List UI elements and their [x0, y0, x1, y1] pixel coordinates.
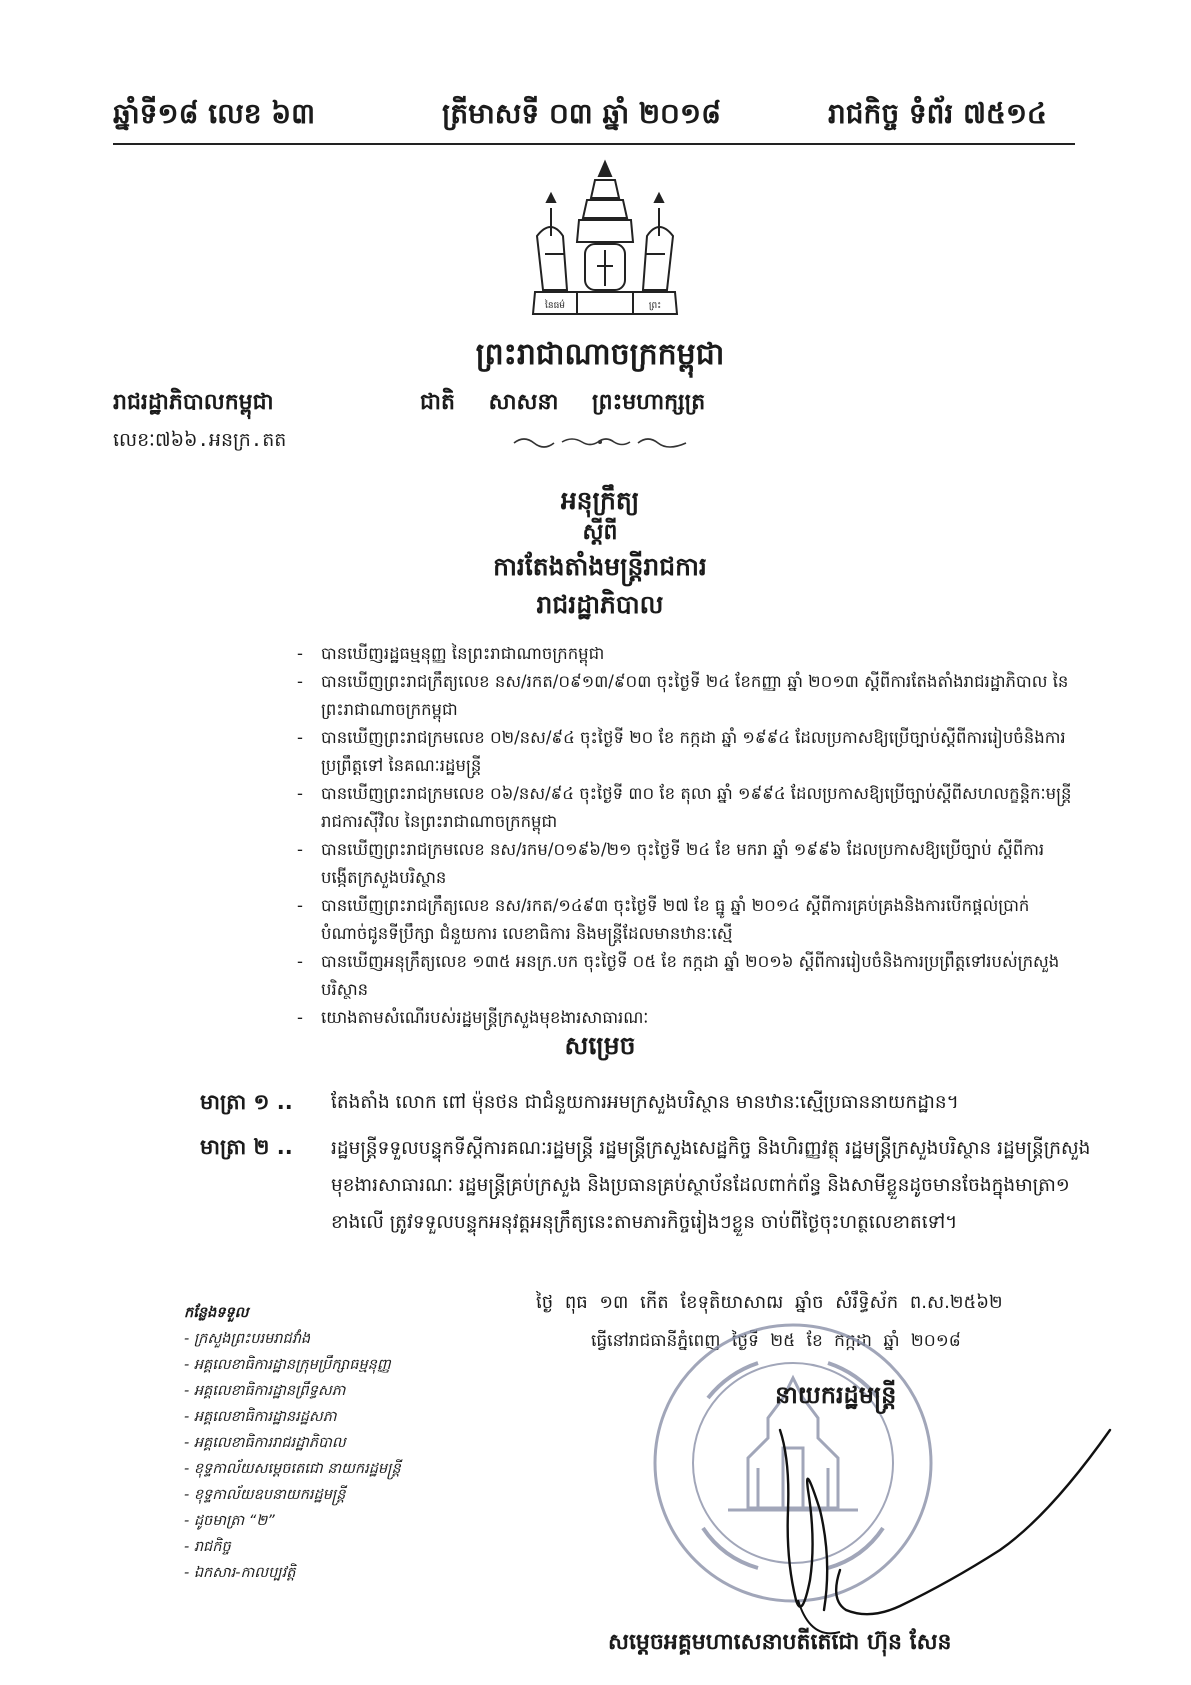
- decree-title-on: ស្តីពី: [582, 520, 618, 545]
- signature-icon: [750, 1370, 1130, 1670]
- preamble-item: - យោងតាមសំណើរបស់រដ្ឋមន្ត្រីក្រសួងមុខងារសាធារណៈ: [295, 1004, 1075, 1032]
- header-divider: [113, 143, 1075, 145]
- recipient-item: - ខុទ្ទកាល័យឧបនាយករដ្ឋមន្ត្រី: [184, 1487, 346, 1503]
- preamble-item: - បានឃើញព្រះរាជក្រមលេខ នស/រកម/០១៩៦/២១ ចុះថ្ងៃទី ២៤ ខែ មករា ឆ្នាំ ១៩៩៦ ដែលប្រកាសឱ្យប្រើច្បាប់ ស្តីពីការបង្កើតក្រសួងបរិស្ថាន: [295, 836, 1075, 892]
- gazette-year-number: ឆ្នាំទី១៨ លេខ ៦៣: [113, 97, 316, 130]
- preamble-list: [295, 640, 1075, 1032]
- decides-heading: សម្រេច: [564, 1031, 636, 1060]
- ornamental-divider-icon: [510, 433, 690, 451]
- preamble-item: - បានឃើញព្រះរាជក្រឹត្យលេខ នស/រកត/០៩១៣/៩០៣ ចុះថ្ងៃទី ២៤ ខែកញ្ញា ឆ្នាំ ២០១៣ ស្តីពីការតែងតាំងរាជរដ្ឋាភិបាល នៃព្រះរាជាណាចក្រកម្ពុជា: [295, 668, 1075, 724]
- emblem-ribbon-right: ព្រះ: [648, 301, 662, 311]
- recipient-item: - អគ្គលេខាធិការដ្ឋានរដ្ឋសភា: [184, 1409, 337, 1425]
- government-name: រាជរដ្ឋាភិបាលកម្ពុជា: [113, 390, 274, 415]
- article-2-text: រដ្ឋមន្ត្រីទទួលបន្ទុកទីស្តីការគណៈរដ្ឋមន្ត្រី រដ្ឋមន្ត្រីក្រសួងសេដ្ឋកិច្ច និងហិរញ្ញវត្ថុ រដ្ឋមន្ត្រីក្រសួងបរិស្ថាន រដ្ឋមន្ត្រីក្រសួងមុខងារសាធារណៈ រដ្ឋមន្ត្រីគ្រប់ក្រសួង និងប្រធានគ្រប់ស្ថាប័នដែលពាក់ព័ន្ធ និងសាមីខ្លួនដូចមានចែងក្នុងមាត្រា១ ខាងលើ ត្រូវទទួលបន្ទុកអនុវត្តអនុក្រឹត្យនេះតាមភារកិច្ចរៀងៗខ្លួន ចាប់ពីថ្ងៃចុះហត្ថលេខាតទៅ។: [331, 1138, 1091, 1233]
- article-1-text: តែងតាំង លោក ពៅ ម៉ុនថន ជាជំនួយការអមក្រសួងបរិស្ថាន មានឋានៈស្មើប្រធាននាយកដ្ឋាន។: [331, 1092, 959, 1113]
- signatory-title: នាយករដ្ឋមន្ត្រី: [775, 1381, 897, 1409]
- emblem-ribbon-left: នៃធម៌: [545, 301, 565, 311]
- decree-subject: ការតែងតាំងមន្ត្រីរាជការ: [493, 552, 707, 581]
- preamble-item: - បានឃើញអនុក្រឹត្យលេខ ១៣៥ អនក្រ.បក ចុះថ្ងៃទី ០៥ ខែ កក្កដា ឆ្នាំ ២០១៦ ស្តីពីការរៀបចំនិងការប្រព្រឹត្តទៅរបស់ក្រសួងបរិស្ថាន: [295, 948, 1075, 1004]
- article-1-label: មាត្រា ១ ..: [200, 1090, 293, 1114]
- lunar-date: ថ្ងៃ ពុធ ១៣ កើត ខែទុតិយាសាឍ ឆ្នាំច សំរឹទ្ធិស័ក ព.ស.២៥៦២: [536, 1292, 1003, 1313]
- recipients-title: កន្លែងទទួល: [184, 1305, 249, 1321]
- gazette-page: រាជកិច្ច ទំព័រ ៧៥១៤: [828, 97, 1047, 130]
- gazette-quarter: ត្រីមាសទី ០៣ ឆ្នាំ ២០១៨: [442, 97, 721, 130]
- recipient-item: - ក្រសួងព្រះបរមរាជវាំង: [184, 1331, 311, 1347]
- document-number: លេខៈ៧៦៦.អនក្រ.តត: [113, 429, 287, 451]
- preamble-item: - បានឃើញព្រះរាជក្រមលេខ ០៦/នស/៩៤ ចុះថ្ងៃទី ៣០ ខែ តុលា ឆ្នាំ ១៩៩៤ ដែលប្រកាសឱ្យប្រើច្បាប់ស្តីពីសហលក្ខន្តិកៈមន្ត្រីរាជការស៊ីវិល នៃព្រះរាជាណាចក្រកម្ពុជា: [295, 780, 1075, 836]
- decree-title: អនុក្រឹត្យ: [560, 486, 640, 515]
- preamble-item: - បានឃើញព្រះរាជក្រមលេខ ០២/នស/៩៤ ចុះថ្ងៃទី ២០ ខែ កក្កដា ឆ្នាំ ១៩៩៤ ដែលប្រកាសឱ្យប្រើច្បាប់ស្តីពីការរៀបចំនិងការប្រព្រឹត្តទៅ នៃគណៈរដ្ឋមន្ត្រី: [295, 724, 1075, 780]
- royal-coat-of-arms-icon: [527, 158, 683, 320]
- recipient-item: - ដូចមាត្រា “២”: [184, 1513, 275, 1529]
- article-2-label: មាត្រា ២ ..: [200, 1135, 293, 1159]
- recipient-item: - ឯកសារ-កាលប្បវត្តិ: [184, 1565, 296, 1581]
- recipient-item: - រាជកិច្ច: [184, 1539, 231, 1555]
- recipient-item: - អគ្គលេខាធិការរាជរដ្ឋាភិបាល: [184, 1435, 346, 1451]
- national-motto: ជាតិ សាសនា ព្រះមហាក្សត្រ: [420, 390, 706, 415]
- recipients-list: [184, 1300, 401, 1586]
- issue-date: ធ្វើនៅរាជធានីភ្នំពេញ ថ្ងៃទី ២៥ ខែ កក្កដា ឆ្នាំ ២០១៨: [591, 1331, 961, 1351]
- kingdom-name: ព្រះរាជាណាចក្រកម្ពុជា: [475, 337, 725, 372]
- recipient-item: - ខុទ្ទកាល័យសម្តេចតេជោ នាយករដ្ឋមន្ត្រី: [184, 1461, 401, 1477]
- recipient-item: - អគ្គលេខាធិការដ្ឋានព្រឹទ្ធសភា: [184, 1383, 346, 1399]
- preamble-item: - បានឃើញរដ្ឋធម្មនុញ្ញ នៃព្រះរាជាណាចក្រកម្ពុជា: [295, 640, 1075, 668]
- signatory-name: សម្តេចអគ្គមហាសេនាបតីតេជោ ហ៊ុន សែន: [608, 1630, 952, 1655]
- issuing-authority: រាជរដ្ឋាភិបាល: [536, 590, 664, 619]
- preamble-item: - បានឃើញព្រះរាជក្រឹត្យលេខ នស/រកត/១៤៩៣ ចុះថ្ងៃទី ២៧ ខែ ធ្នូ ឆ្នាំ ២០១៤ ស្តីពីការគ្រប់គ្រងនិងការបើកផ្តល់ប្រាក់បំណាច់ជូនទីប្រឹក្សា ជំនួយការ លេខាធិការ និងមន្ត្រីដែលមានឋានៈស្មើ: [295, 892, 1075, 948]
- recipient-item: - អគ្គលេខាធិការដ្ឋានក្រុមប្រឹក្សាធម្មនុញ្ញ: [184, 1357, 391, 1373]
